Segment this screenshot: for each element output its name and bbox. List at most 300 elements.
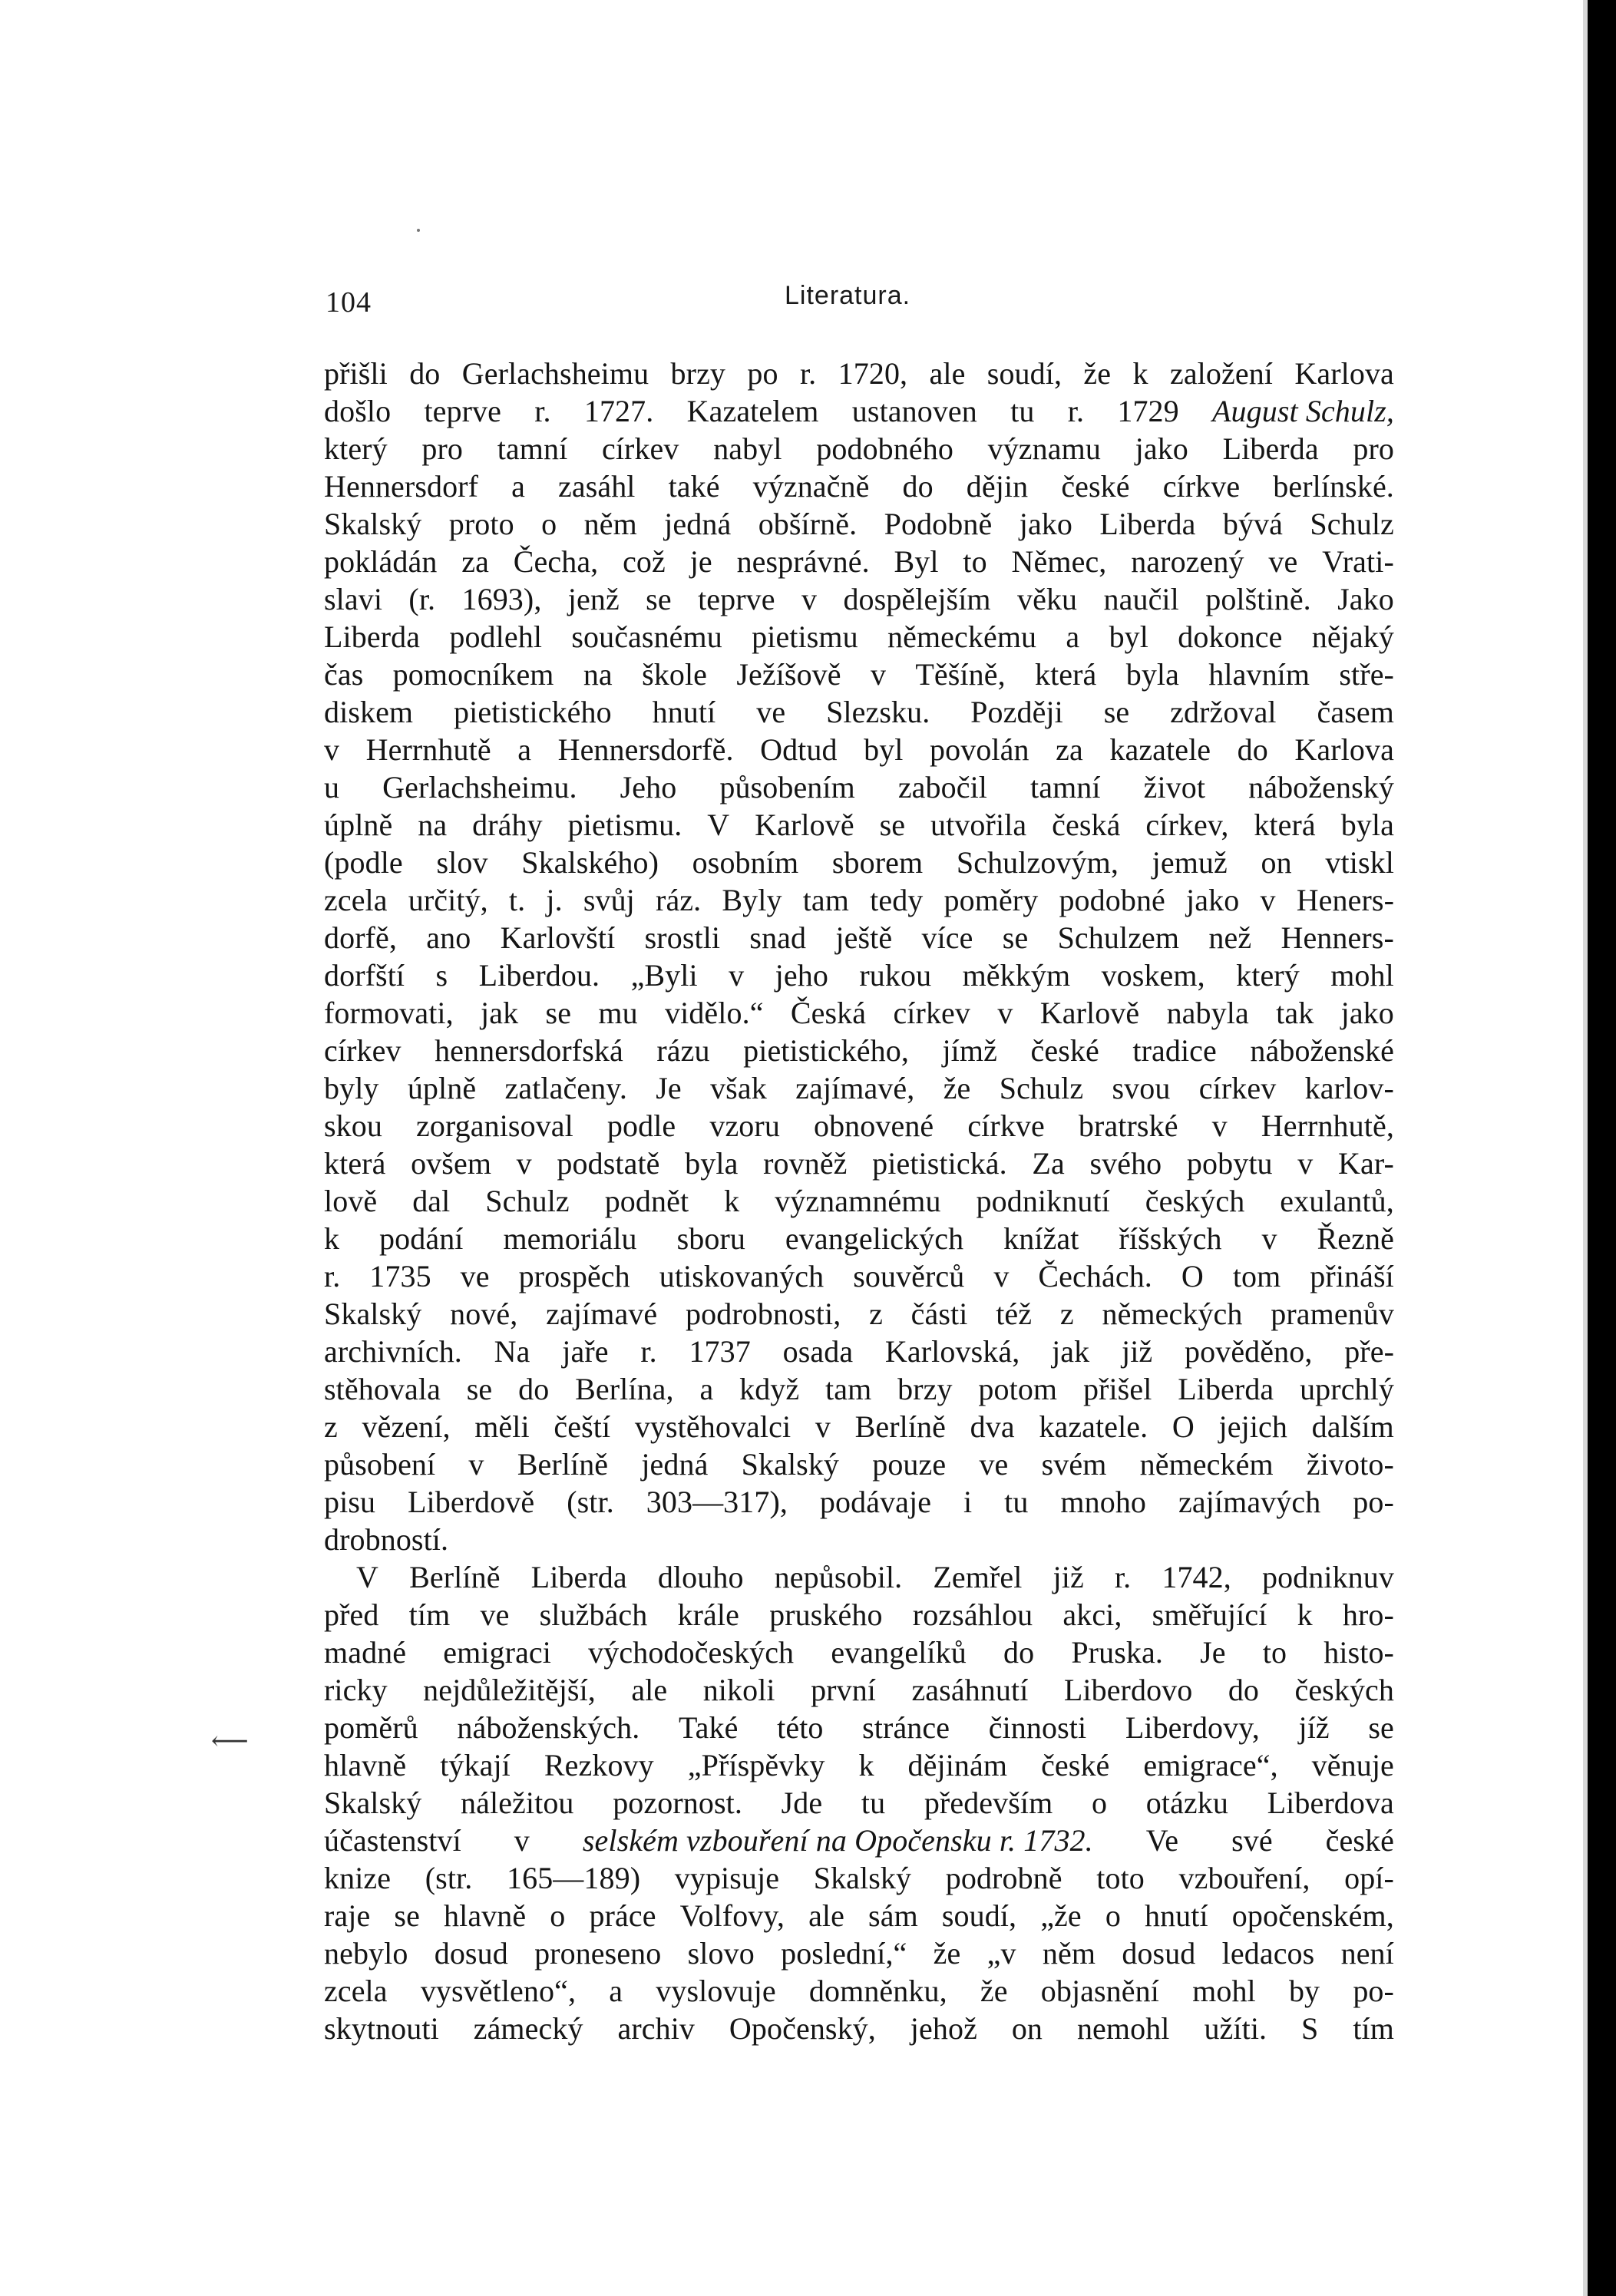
word: náboženský	[1248, 770, 1394, 804]
word: k	[1297, 1597, 1313, 1632]
word: Karlova	[1294, 732, 1394, 767]
word: také	[668, 469, 720, 504]
word: přišel	[1082, 1372, 1152, 1406]
word: pietistická.	[872, 1146, 1007, 1181]
word: 165—189)	[507, 1861, 641, 1895]
word: on	[1261, 845, 1292, 880]
word: Jeho	[620, 770, 677, 804]
word: v	[1211, 1108, 1228, 1143]
text-line	[324, 1934, 1394, 1972]
word: jejich	[1218, 1409, 1287, 1444]
word: podnět	[604, 1184, 689, 1218]
word: měli	[474, 1409, 530, 1444]
word: zajímavých	[1178, 1485, 1321, 1519]
word: Liberdova	[1267, 1786, 1394, 1820]
word: k	[324, 1221, 340, 1256]
word: čas	[324, 657, 364, 692]
text-line	[324, 467, 1394, 505]
word: otázku	[1145, 1786, 1228, 1820]
word: náležitou	[461, 1786, 574, 1820]
word: Schulz	[1310, 507, 1394, 541]
word: rázu	[656, 1033, 710, 1068]
word: církve	[967, 1108, 1045, 1143]
word: nové,	[450, 1297, 518, 1331]
word: diskem	[324, 695, 414, 729]
word: jedná	[664, 507, 732, 541]
word: do	[409, 356, 441, 391]
word: své	[1231, 1823, 1273, 1858]
word: se	[1103, 695, 1130, 729]
word: to	[1262, 1635, 1287, 1670]
word: hlavně	[324, 1748, 407, 1782]
word: Volfovy,	[679, 1898, 785, 1933]
word: drobností.	[324, 1522, 449, 1557]
word: životo-	[1306, 1447, 1394, 1482]
word: to	[963, 544, 987, 579]
word: dosud	[1122, 1936, 1196, 1971]
word: určitý,	[408, 883, 488, 917]
word: Berlíně	[409, 1560, 501, 1594]
word: V	[356, 1560, 378, 1594]
word: v	[1260, 883, 1276, 917]
word: narozený	[1131, 544, 1244, 579]
word: pruského	[769, 1597, 883, 1632]
word: histo-	[1324, 1635, 1394, 1670]
word: v	[870, 657, 887, 692]
text-line	[324, 392, 1394, 430]
word: což	[623, 544, 666, 579]
word: k	[724, 1184, 740, 1218]
word: on	[1011, 2011, 1043, 2046]
word: v	[815, 1409, 831, 1444]
word: Je	[656, 1071, 682, 1105]
word: jemuž	[1152, 845, 1228, 880]
word: tradice	[1132, 1033, 1217, 1068]
word: S	[1301, 2011, 1319, 2046]
word: byla	[685, 1146, 739, 1181]
word: v	[324, 732, 340, 767]
word: hlavně	[444, 1898, 527, 1933]
text-line	[324, 1257, 1394, 1295]
word: který	[324, 431, 388, 466]
word: skou	[324, 1108, 382, 1143]
word: pro	[1353, 431, 1394, 466]
word: dal	[412, 1184, 451, 1218]
word: pře-	[1344, 1334, 1394, 1369]
word: by	[1288, 1974, 1320, 2008]
word: vtiskl	[1325, 845, 1394, 880]
word: se	[1002, 920, 1029, 955]
word: dospělejším	[843, 582, 991, 616]
word: o	[1105, 1898, 1121, 1933]
word: ano	[426, 920, 471, 955]
word: dráhy	[472, 808, 543, 842]
word: Čecha,	[513, 544, 599, 579]
word: raje	[324, 1898, 371, 1933]
word: se	[545, 996, 572, 1030]
word: Také	[678, 1710, 739, 1745]
word: zabočil	[897, 770, 988, 804]
word: byly	[324, 1071, 379, 1105]
word: ve	[979, 1447, 1009, 1482]
word: pozornost.	[613, 1786, 742, 1820]
text-line	[324, 505, 1394, 543]
text-line	[324, 656, 1394, 693]
word: jako	[1186, 883, 1240, 917]
word: Schulzem	[1057, 920, 1180, 955]
word: došlo	[324, 394, 392, 428]
margin-arrow-mark: ⟵	[211, 1727, 249, 1756]
word: zcela	[324, 1974, 388, 2008]
word: v	[468, 1447, 484, 1482]
word: Heners-	[1296, 883, 1394, 917]
word: účastenství	[324, 1823, 461, 1858]
word: brzy	[670, 356, 726, 391]
word: utvořila	[930, 808, 1027, 842]
word: Herrnhutě	[365, 732, 491, 767]
word: když	[739, 1372, 800, 1406]
word: hro-	[1342, 1597, 1394, 1632]
text-line	[324, 1634, 1394, 1671]
word: službách	[539, 1597, 648, 1632]
word: české	[1041, 1748, 1110, 1782]
word: nepůsobil.	[774, 1560, 903, 1594]
text-line	[324, 430, 1394, 467]
word: podniknuv	[1261, 1560, 1394, 1594]
word: Vrati-	[1322, 544, 1394, 579]
word: Jako	[1337, 582, 1394, 616]
word: zasáhl	[557, 469, 636, 504]
word: ustanoven	[851, 394, 977, 428]
word: tam	[825, 1372, 872, 1406]
word: potom	[978, 1372, 1058, 1406]
word: zatlačeny.	[504, 1071, 627, 1105]
word: pouze	[872, 1447, 947, 1482]
word: jímž	[942, 1033, 997, 1068]
word: polštině.	[1205, 582, 1311, 616]
word: brzy	[897, 1372, 953, 1406]
word: Byl	[894, 544, 939, 579]
word: vidělo.“	[665, 996, 764, 1030]
word: německých	[1102, 1297, 1243, 1331]
word: formovati,	[324, 996, 454, 1030]
word: hnutí	[652, 695, 716, 729]
word: prospěch	[518, 1259, 630, 1293]
word: vězení,	[362, 1409, 451, 1444]
word: stěhovala	[324, 1372, 441, 1406]
word: do	[902, 469, 934, 504]
word: Liberda	[1178, 1372, 1274, 1406]
word: Karlově	[755, 808, 854, 842]
word: která	[324, 1146, 386, 1181]
word: O	[1181, 1259, 1204, 1293]
word: emigraci	[443, 1635, 552, 1670]
word: (podle	[324, 845, 403, 880]
word: nějaký	[1311, 619, 1394, 654]
word: (str.	[567, 1485, 614, 1519]
word: r.	[534, 394, 551, 428]
word: svého	[1089, 1146, 1162, 1181]
word: obšírně.	[758, 507, 858, 541]
word: ve	[460, 1259, 490, 1293]
word: tedy	[870, 883, 924, 917]
word: sboru	[676, 1221, 745, 1256]
word: stránce	[862, 1710, 950, 1745]
word: Liberda	[1099, 507, 1196, 541]
word: dějin	[966, 469, 1029, 504]
word: Karlovští	[500, 920, 616, 955]
word: „v	[986, 1936, 1016, 1971]
word: české	[1061, 469, 1130, 504]
word: vyslovuje	[656, 1974, 776, 2008]
word: soudí,	[986, 356, 1062, 391]
word: „že	[1040, 1898, 1082, 1933]
word: českých	[1294, 1673, 1394, 1707]
word: o	[550, 1898, 566, 1933]
word: podniknutí	[976, 1184, 1110, 1218]
word: pro	[421, 431, 463, 466]
word: že	[1083, 356, 1112, 391]
word: podle	[606, 1108, 676, 1143]
word: j.	[546, 883, 563, 917]
word: ricky	[324, 1673, 388, 1707]
text-line	[324, 1972, 1394, 2010]
word: 1727.	[583, 394, 654, 428]
word: lově	[324, 1184, 378, 1218]
word: Liberda	[324, 619, 421, 654]
text-line	[324, 1521, 1394, 1558]
word: dosud	[434, 1936, 508, 1971]
word: podobné	[1059, 883, 1165, 917]
text-line	[324, 1408, 1394, 1445]
word: jeho	[775, 958, 828, 993]
word: osada	[782, 1334, 854, 1369]
word: život	[1143, 770, 1206, 804]
word: úplně	[324, 808, 393, 842]
word: církev	[324, 1033, 402, 1068]
word: vypisuje	[674, 1861, 780, 1895]
text-line	[324, 1032, 1394, 1069]
word: se	[646, 582, 672, 616]
word: Ježíšově	[736, 657, 841, 692]
word: v	[997, 996, 1013, 1030]
word: bývá	[1222, 507, 1284, 541]
word: Liberdou.	[478, 958, 600, 993]
word: osobním	[692, 845, 799, 880]
text-line	[324, 768, 1394, 806]
word: za	[461, 544, 489, 579]
word: jako	[1135, 431, 1188, 466]
text-line	[324, 1859, 1394, 1897]
word: tam	[802, 883, 849, 917]
word: české	[1325, 1823, 1394, 1858]
word: Liberdovo	[1063, 1673, 1193, 1707]
page-edge	[1583, 0, 1588, 2296]
word: vysvětleno“,	[420, 1974, 577, 2008]
word: na	[418, 808, 448, 842]
word: slovo	[687, 1936, 755, 1971]
word: a	[1066, 619, 1080, 654]
word: mohl	[1192, 1974, 1256, 2008]
word: užíti.	[1204, 2011, 1267, 2046]
word: více	[921, 920, 973, 955]
word: utiskovaných	[659, 1259, 825, 1293]
word: Hennersdorf	[324, 469, 479, 504]
word: do	[1237, 732, 1268, 767]
word: r.	[324, 1259, 341, 1293]
word: r.	[640, 1334, 657, 1369]
word: r.	[1067, 394, 1085, 428]
word: toto	[1096, 1861, 1145, 1895]
word: Karlovská,	[884, 1334, 1020, 1369]
word: zajímavé,	[795, 1071, 915, 1105]
word: tím	[408, 1597, 451, 1632]
word: dorfě,	[324, 920, 397, 955]
word: Pruska.	[1071, 1635, 1163, 1670]
word: do	[518, 1372, 550, 1406]
word: „Příspěvky	[687, 1748, 825, 1782]
word: na	[583, 657, 613, 692]
word: práce	[589, 1898, 656, 1933]
word: působení	[324, 1447, 436, 1482]
word: tu	[1010, 394, 1035, 428]
word: východočeských	[588, 1635, 795, 1670]
word: uprchlý	[1300, 1372, 1394, 1406]
word: podrobně	[945, 1861, 1062, 1895]
word: Skalský	[324, 1786, 422, 1820]
text-line	[324, 994, 1394, 1032]
word: tím	[1353, 2011, 1394, 2046]
word: August Schulz,	[1212, 394, 1394, 428]
word: německém	[1139, 1447, 1274, 1482]
word: jak	[481, 996, 519, 1030]
word: čeští	[554, 1409, 611, 1444]
text-line	[324, 956, 1394, 994]
text-line	[324, 1558, 1394, 1596]
word: týkají	[440, 1748, 511, 1782]
word: exulantů,	[1280, 1184, 1394, 1218]
word: byla	[1340, 808, 1394, 842]
word: zámecký	[473, 2011, 583, 2046]
text-line	[324, 580, 1394, 618]
word: měkkým	[962, 958, 1071, 993]
text-line	[324, 2010, 1394, 2047]
word: se	[466, 1372, 493, 1406]
word: podlehl	[449, 619, 543, 654]
word: jehož	[910, 2011, 977, 2046]
word: sborem	[831, 845, 924, 880]
text-line	[324, 1671, 1394, 1709]
word: do	[1228, 1673, 1260, 1707]
word: něm	[1042, 1936, 1096, 1971]
word: k	[1132, 356, 1148, 391]
word: teprve	[424, 394, 501, 428]
word: Na	[494, 1334, 530, 1369]
word: této	[777, 1710, 824, 1745]
word: u	[324, 770, 340, 804]
word: německému	[887, 619, 1037, 654]
word: a	[517, 732, 532, 767]
word: nebylo	[324, 1936, 408, 1971]
word: Kazatelem	[686, 394, 819, 428]
word: zdržoval	[1170, 695, 1277, 729]
word: pietistického	[454, 695, 612, 729]
word: se	[879, 808, 906, 842]
word: časem	[1317, 695, 1394, 729]
word: věnuje	[1311, 1748, 1394, 1782]
text-line	[324, 355, 1394, 392]
word: významnému	[775, 1184, 941, 1218]
text-line	[324, 1182, 1394, 1220]
word: Později	[970, 695, 1063, 729]
scan-speck	[417, 229, 420, 232]
word: Za	[1032, 1146, 1065, 1181]
word: madné	[324, 1635, 407, 1670]
word: v	[993, 1259, 1010, 1293]
word: ale	[929, 356, 966, 391]
text-line	[324, 1107, 1394, 1145]
word: Berlíně	[517, 1447, 609, 1482]
text-line	[324, 881, 1394, 919]
word: poměrů	[324, 1710, 418, 1745]
word: mnoho	[1060, 1485, 1147, 1519]
body-text	[324, 355, 1394, 2047]
word: v	[729, 958, 745, 993]
word: proto	[448, 507, 514, 541]
word: akci,	[1062, 1597, 1122, 1632]
word: jaře	[562, 1334, 609, 1369]
word: Skalský	[741, 1447, 840, 1482]
word: o	[541, 507, 557, 541]
word: svou	[1112, 1071, 1171, 1105]
word: v	[1297, 1146, 1314, 1181]
word: před	[324, 1597, 379, 1632]
word: pietismu.	[567, 808, 682, 842]
text-line	[324, 1709, 1394, 1746]
word: založení	[1169, 356, 1274, 391]
word: Řezně	[1317, 1221, 1394, 1256]
word: zorganisoval	[416, 1108, 573, 1143]
word: po-	[1353, 1485, 1394, 1519]
word: 1693),	[461, 582, 542, 616]
word: církve	[1162, 469, 1241, 504]
word: evangelíků	[831, 1635, 967, 1670]
text-line	[324, 1483, 1394, 1521]
word: ledacos	[1221, 1936, 1315, 1971]
word: Němec,	[1011, 544, 1107, 579]
word: Liberdově	[408, 1485, 535, 1519]
word: církev	[601, 431, 679, 466]
word: a	[511, 469, 525, 504]
word: podání	[379, 1221, 464, 1256]
word: není	[1340, 1936, 1394, 1971]
word: že	[943, 1071, 971, 1105]
word: V	[707, 808, 730, 842]
word: 1735	[369, 1259, 431, 1293]
word: škole	[642, 657, 708, 692]
word: proneseno	[534, 1936, 662, 1971]
word: který	[1236, 958, 1300, 993]
word: podrobnosti,	[686, 1297, 841, 1331]
word: českých	[1145, 1184, 1245, 1218]
word: v	[514, 1823, 530, 1858]
word: tu	[1004, 1485, 1029, 1519]
word: obnovené	[813, 1108, 934, 1143]
word: Liberdovy,	[1125, 1710, 1260, 1745]
word: emigrace“,	[1143, 1748, 1278, 1782]
word: stře-	[1339, 657, 1394, 692]
word: ve	[1268, 544, 1298, 579]
